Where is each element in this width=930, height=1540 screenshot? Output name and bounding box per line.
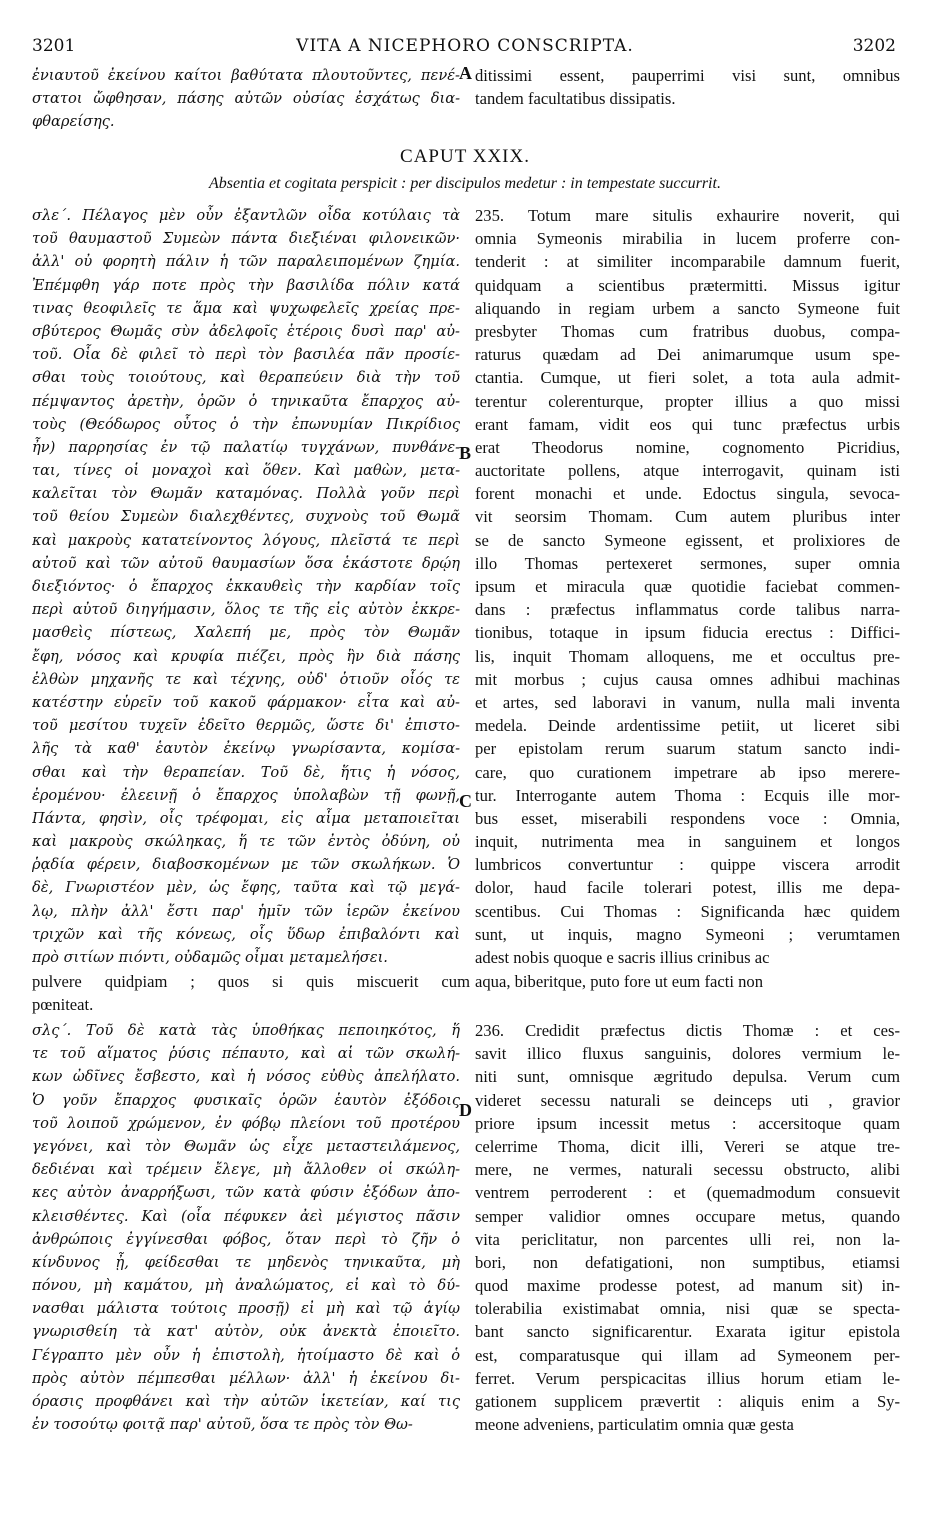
text-line: lis, inquit Thomam alloquens, me et occultus pre- (475, 646, 900, 666)
text-line: tenderit : at similiter incomparabile damnum fuerit, (475, 252, 900, 272)
text-line: adest nobis quoque e sacris illius crinibus ac (475, 948, 770, 967)
text-line: aliquando in regiam urbem a sancto Symeone fuit (475, 298, 900, 318)
text-line: Ἐπέμφθη γάρ ποτε πρὸς τὴν βασιλίδα πόλιν κατά (32, 276, 460, 294)
text-line: pulvere quidpiam ; quos si quis miscuerit cum (32, 972, 470, 991)
text-line: ἦν) παρρησίας ἐν τῷ παλατίῳ τυγχάνων, πυνθάνε- (32, 438, 460, 456)
text-line: semper validior omnes occupare metus, quando (475, 1206, 900, 1226)
greek-column-top (32, 64, 460, 134)
text-line: omnia Symeonis mirabilia in lucem proferre con- (475, 229, 900, 249)
text-line: κίνδυνος ᾖ, φείδεσθαι τε μηδενὸς τηνικαῦτα, μὴ (32, 1253, 460, 1271)
text-line: dolor, haud facile tolerari potest, illis me depa- (475, 878, 900, 898)
text-line: σλς΄. Τοῦ δὲ κατὰ τὰς ὑποθήκας πεποιηκότος, ἥ (32, 1022, 460, 1039)
text-line: λῆς τὰ καθ' ἑαυτὸν ἐκείνῳ γνωρίσαντα, κομίσα- (32, 740, 460, 758)
text-line: δὲ, Γνωριστέον μὲν, ὡς ἔφης, ταῦτα καὶ τῷ μεγά- (32, 879, 460, 897)
text-line: bori, non defatigationi, non sumptibus, etiamsi (475, 1252, 900, 1272)
text-line: τριχῶν καὶ τῆς κόνεως, οἷς ὕδωρ ἐπιβαλόντι καὶ (32, 925, 460, 943)
text-line: inquit, nutrimenta mea in sanguinem et longos (475, 832, 900, 852)
text-line: est, comparatusque qui illam ad Symeonem per- (475, 1345, 900, 1365)
text-line: τοῦ μεσίτου τυχεῖν ἐδεῖτο θερμῶς, ὥστε δι' ἐπιστο- (32, 717, 460, 735)
text-line: ἐλθὼν μηχανῆς τε καὶ τέχνης, οὐδ' ὁτιοῦν οἷός τε (32, 670, 460, 688)
text-line: τινας θεοφιλεῖς τε ἅμα καὶ ψυχωφελεῖς χρείας πρε- (32, 299, 460, 317)
text-line: medela. Deinde ardentissime petiit, ut liceret sibi (475, 716, 900, 736)
text-line: 236. Credidit præfectus dictis Thomæ : et ces- (475, 1021, 900, 1040)
text-line: niti sunt, omnisque ægritudo depulsa. Verum cum (475, 1067, 900, 1087)
text-line: ἔφη, νόσος καὶ κρυφία πιέζει, πρὸς ἣν διὰ πάσης (32, 647, 460, 665)
text-line: περὶ αὐτοῦ διηγήμασιν, ὅλος τε τῆς εἰς αὐτὸν ἐκκρε- (32, 601, 460, 619)
chapter-title: CAPUT XXIX. (400, 146, 530, 167)
text-line: δεδιέναι καὶ τρέμειν ἔλεγε, μὴ ἄλλοθεν οἱ σκώλη- (32, 1161, 460, 1179)
text-line: scentibus. Cui Thomas : Significanda hæc quidem (475, 901, 900, 921)
text-line: ctantia. Cumque, ut fieri solet, a tota aula admit- (475, 368, 900, 388)
text-line: celerrime Thoma, dicit illi, Vereri se atque tre- (475, 1136, 900, 1156)
margin-marker-c: C (459, 791, 472, 811)
latin-column-235 (475, 204, 900, 969)
text-line: διεξιόντος· ὁ ἔπαρχος ἐκκαυθεὶς τὴν καρδίαν τοῖς (32, 578, 460, 595)
text-line: lumbricos convertuntur : quippe viscera arrodit (475, 855, 900, 875)
greek-column-236 (32, 1019, 460, 1436)
text-line: Γέγραπτο μὲν οὖν ἡ ἐπιστολὴ, ἡτοίμαστο δὲ καὶ ὁ (32, 1346, 460, 1364)
chapter-summary: Absentia et cogitata perspicit : per discipulos medetur : in tempestate succurrit. (209, 175, 721, 192)
text-line: per epistolam rerum suarum statum sancto indi- (475, 739, 900, 759)
text-line: savit illico fluxus sanguinis, dolores vermium le- (475, 1044, 900, 1064)
text-line: forent monachi et unde. Edoctus singula, sevoca- (475, 484, 900, 504)
text-line: vit seorsim Thomam. Cum autem pluribus inter (475, 507, 900, 527)
latin-column-top (475, 64, 900, 110)
text-line: aqua, biberitque, puto fore ut eum facti non (475, 972, 763, 991)
margin-marker-b: B (459, 443, 472, 463)
text-line: quidquam a scientibus prætermitti. Missus igitur (475, 275, 900, 295)
text-line: priore ipsum incessit metus : accersitoque quam (475, 1113, 900, 1133)
text-line: τε τοῦ αἵματος ῥύσις πέπαυτο, καὶ αἱ τῶν σκωλή- (32, 1045, 460, 1063)
text-line: νασθαι μάλιστα τούτοις προσῇ) εἰ μὴ καὶ τῷ ἁγίῳ (32, 1300, 460, 1318)
text-line: μασθεὶς πίστεως, Χαλεπή με, πρὸς τὸν Θωμᾶν (32, 624, 460, 642)
text-line: se de sancto Symeone egissent, et prolixiores de (475, 530, 900, 550)
text-line: auctoritate pollens, atque interrogavit, quinam isti (475, 461, 900, 481)
text-line: τοῦ θαυμαστοῦ Συμεὼν πάντα διεξιέναι φιλονεικῶν· (32, 230, 460, 248)
text-line: κατέστην εὑρεῖν τοῦ κακοῦ φάρμακον· εἶτα καὶ αὐ- (32, 693, 460, 711)
text-line: τοὺς (Θεόδωρος οὗτος ὁ τὴν ἐπωνυμίαν Πικρίδιος (32, 415, 460, 433)
text-line: καλεῖται τὸν Θωμᾶν καταμόνας. Πολλὰ γοῦν περὶ (32, 485, 460, 503)
text-line: πόνου, μὴ καμάτου, μὴ ἀναλώματος, εἰ καὶ τὸ δύ- (32, 1277, 460, 1295)
text-line: πρὸ σιτίων πιόντι, οὐδαμῶς οἶμαι μεταμελήσει. (32, 949, 388, 966)
text-line: τοῦ. Οἷα δὲ φιλεῖ τὸ περὶ τὸν βασιλέα πᾶν προσίε- (32, 346, 460, 364)
text-line: πρὸς αὐτὸν πέμπεσθαι μέλλων· ἀλλ' ἡ ἐκείνου δι- (32, 1369, 460, 1387)
text-line: pœniteat. (32, 995, 94, 1015)
latin-continuation-left (32, 970, 470, 1016)
text-line: mere, ne vermes, naturali secessu obstructo, alibi (475, 1160, 900, 1180)
text-line: ferret. Verum perspicacitas illius horum etiam le- (475, 1368, 900, 1388)
text-line: quod maxime prodesse potest, ad manum sit) in- (475, 1276, 900, 1296)
text-line: raturus quædam ad Dei animarumque usum spe- (475, 345, 900, 365)
page-number-left: 3201 (32, 36, 76, 56)
text-line: κων ὠδῖνες ἔσβεστο, καὶ ἡ νόσος εὐθὺς ἀπελήλατο. (32, 1068, 460, 1086)
text-line: meone adveniens, particulatim omnia quæ gesta (475, 1415, 794, 1435)
text-line: vita periclitatur, non parcentes ulli rei, non la- (475, 1229, 900, 1249)
text-line: λῳ, πλὴν ἀλλ' ἔστι παρ' ἡμῖν τῶν ἱερῶν ἐκείνου (32, 902, 460, 920)
text-line: καὶ μακροὺς κατατείνοντος λόγους, πλεῖστά τε περὶ (32, 531, 460, 549)
text-line: ἐρομένου· ἐλεεινῇ ὁ ἔπαρχος ὑπολαβὼν τῇ φωνῇ, (32, 786, 460, 804)
text-line: ἐνιαυτοῦ ἐκείνου καίτοι βαθύτατα πλουτοῦντες, πενέ- (32, 67, 460, 84)
text-line: Ὁ γοῦν ἔπαρχος φυσικαῖς ὁρῶν ἑαυτὸν ἐξόδοις (32, 1091, 460, 1109)
latin-column-235-end (475, 970, 900, 993)
text-line: αὐτοῦ καὶ τῶν αὐτοῦ θαυμασίων ὅσα ἑκάστοτε δρῴη (32, 554, 460, 572)
text-line: κες αὐτὸν ἀναρρήξωσι, τῶν κατὰ φύσιν ἐξόδων ἀπο- (32, 1184, 460, 1202)
text-line: tur. Interrogante autem Thoma : Ecquis ille mor- (475, 785, 900, 805)
text-line: tionibus, totaque in ipsum fiducia erectus : Diffici- (475, 623, 900, 643)
running-header (0, 36, 930, 66)
text-line: care, quo curationem impetrare ab ipso merere- (475, 762, 900, 782)
text-line: ἐν τοσούτῳ φοιτᾷ παρ' αὐτοῦ, ὅσα τε πρὸς τὸν Θω- (32, 1416, 413, 1434)
text-line: ται, τίνες οἱ μοναχοὶ καὶ ὅθεν. Καὶ μαθὼν, μετα- (32, 462, 460, 480)
text-line: γεγόνει, καὶ τὸν Θωμᾶν ὡς εἶχε μεταστειλάμενος, (32, 1137, 460, 1155)
text-line: ventrem perroderent : et (quemadmodum consuevit (475, 1183, 900, 1203)
latin-column-236 (475, 1019, 900, 1436)
text-line: erat Theodorus nomine, cognomento Picridius, (475, 437, 900, 457)
running-title: VITA A NICEPHORO CONSCRIPTA. (296, 36, 634, 56)
greek-column-235 (32, 204, 460, 969)
text-line: τοῦ λοιποῦ χρώμενον, ἐν φόβῳ πλείονι τοῦ προτέρου (32, 1114, 460, 1132)
margin-marker-d: D (459, 1100, 472, 1120)
text-line: τοῦ θείου Συμεὼν διαλεχθέντες, συχνοὺς τοῦ Θωμᾶ (32, 508, 460, 526)
text-line: mit morbus ; cujus causa omnes adhibui machinas (475, 669, 900, 689)
text-line: tandem facultatibus dissipatis. (475, 89, 676, 109)
text-line: ditissimi essent, pauperrimi visi sunt, omnibus (475, 66, 900, 85)
text-line: sunt, ut inquis, magno Symeoni ; verumtamen (475, 924, 900, 944)
text-line: Πάντα, φησὶν, οἷς τρέφομαι, εἰς αἷμα μεταποιεῖται (32, 809, 460, 827)
text-line: καὶ μακροὺς σκώληκας, ἥ τε τῶν ἐντὸς ὀδύνη, οὐ (32, 833, 460, 851)
text-line: γνωρισθείη τὰ κατ' αὐτὸν, οὐκ ἀνεκτὰ ἐποιεῖτο. (32, 1323, 460, 1341)
text-line: presbyter Thomas cum fratribus duobus, compa- (475, 321, 900, 341)
text-line: σβύτερος Θωμᾶς σὺν ἀδελφοῖς ἑτέροις δυσὶ παρ' αὐ- (32, 322, 460, 340)
text-line: πέμψαντος ἀρετὴν, ὁρῶν ὁ τηνικαῦτα ἔπαρχος αὐ- (32, 392, 460, 410)
text-line: et artes, sed laboravi in vanum, nulla mali inventa (475, 692, 900, 712)
text-line: videret secessu naturali se deinceps uti , gravior (475, 1090, 900, 1110)
text-line: gationem supplicem prævertit : aliquis enim a Sy- (475, 1392, 900, 1411)
text-line: φθαρείσης. (32, 113, 115, 131)
text-line: bus esset, miserabili respondens voce : Omnia, (475, 808, 900, 828)
text-line: erant famam, vidit eos qui tunc præfectus urbis (475, 414, 900, 434)
margin-marker-a: A (459, 63, 472, 83)
text-line: στατοι ὤφθησαν, πάσης αὐτῶν οὐσίας ἐσχάτως δια- (32, 90, 460, 108)
page-number-right: 3202 (852, 36, 896, 56)
text-line: ἀλλ' οὐ φορητὴ πάλιν ἡ τῶν παραλειπομένων ζημία. (32, 253, 460, 271)
text-line: ἀνθρώποις ἐγγίνεσθαι φόβος, ὅταν περὶ τὸ ζῆν ὁ (32, 1230, 460, 1248)
text-line: tolerabilia existimabat omnia, nisi quæ se specta- (475, 1299, 900, 1319)
text-line: όρασις προφθάνει καὶ τὴν αὐτῶν ἱκετείαν, καί τις (32, 1393, 460, 1410)
text-line: bant sancto significarentur. Exarata igitur epistola (475, 1322, 900, 1342)
text-line: dans : præfectus inflammatus corde talibus narra- (475, 600, 900, 620)
text-line: ipsum et miracula quæ quotidie faciebat commen- (475, 577, 900, 596)
text-line: κλεισθέντες. Καὶ (οἷα πέφυκεν ἀεὶ μέγιστος πᾶσιν (32, 1207, 460, 1225)
text-line: σθαι τοὺς τοιούτους, καὶ θεραπεύειν διὰ τὴν τοῦ (32, 369, 460, 387)
text-line: terentur colerenturque, propter illius a quo missi (475, 391, 900, 411)
text-line: ῥᾳδία φέρειν, διαβοσκομένων με τῶν σκωλήκων. Ὁ (32, 856, 460, 874)
text-line: σλε΄. Πέλαγος μὲν οὖν ἐξαντλῶν οἶδα κοτύλαις τὰ (32, 207, 460, 224)
text-line: illo Thomas pertexeret sermones, super omnia (475, 553, 900, 573)
text-line: 235. Totum mare situlis exhaurire noverit, qui (475, 206, 900, 225)
text-line: σθαι καὶ τὴν θεραπείαν. Τοῦ δὲ, ἥτις ἡ νόσος, (32, 763, 460, 781)
